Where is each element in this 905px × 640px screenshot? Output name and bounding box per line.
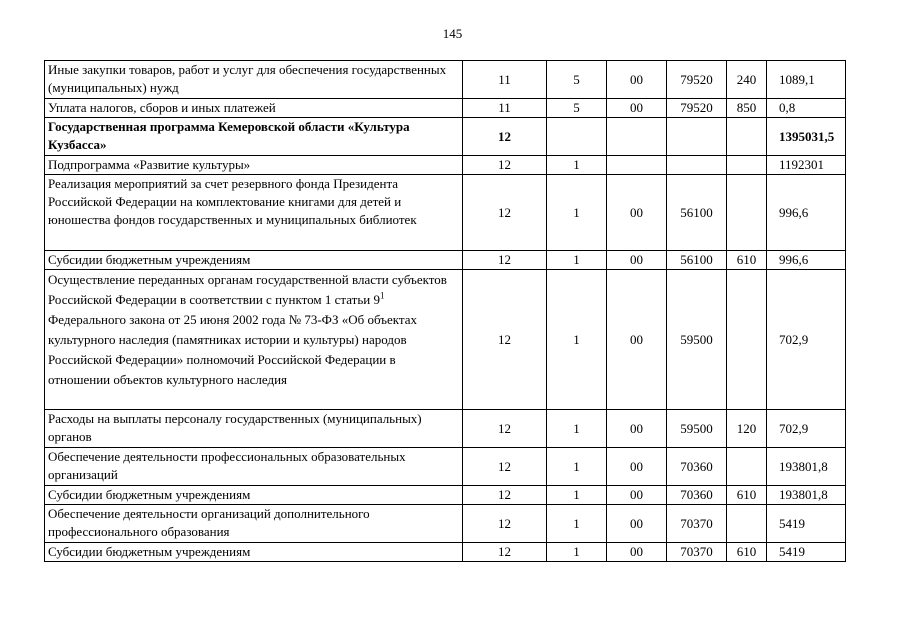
table-row — [45, 61, 846, 99]
row-podrazdel: 5 — [547, 99, 607, 118]
row-vid — [727, 118, 767, 156]
row-razdel: 11 — [463, 99, 547, 118]
row-program: 00 — [607, 448, 667, 486]
row-podrazdel: 1 — [547, 486, 607, 505]
row-vid — [727, 156, 767, 175]
table-row — [45, 251, 846, 270]
row-statya: 79520 — [667, 61, 727, 99]
row-program: 00 — [607, 410, 667, 448]
row-podrazdel: 1 — [547, 251, 607, 270]
row-razdel: 12 — [463, 251, 547, 270]
row-vid — [727, 175, 767, 251]
row-summa: 702,9 — [767, 270, 846, 410]
table-row-program — [45, 118, 846, 156]
row-statya: 70370 — [667, 543, 727, 562]
row-name: Подпрограмма «Развитие культуры» — [45, 156, 463, 175]
table-row — [45, 543, 846, 562]
page-number: 145 — [442, 26, 463, 41]
row-summa: 0,8 — [767, 99, 846, 118]
row-summa: 1089,1 — [767, 61, 846, 99]
row-summa: 1395031,5 — [767, 118, 846, 156]
row-name: Обеспечение деятельности профессиональных образовательных организаций — [45, 448, 463, 486]
row-name: Субсидии бюджетным учреждениям — [45, 486, 463, 505]
row-name: Государственная программа Кемеровской области «Культура Кузбасса» — [45, 118, 463, 156]
row-vid — [727, 505, 767, 543]
row-razdel: 12 — [463, 175, 547, 251]
row-name: Уплата налогов, сборов и иных платежей — [45, 99, 463, 118]
row-program: 00 — [607, 175, 667, 251]
row-razdel: 12 — [463, 270, 547, 410]
row-podrazdel: 5 — [547, 61, 607, 99]
row-name: Иные закупки товаров, работ и услуг для обеспечения государственных (муниципальных) нужд — [45, 61, 463, 99]
row-razdel: 12 — [463, 543, 547, 562]
row-vid: 610 — [727, 251, 767, 270]
row-name: Расходы на выплаты персоналу государственных (муниципальных) органов — [45, 410, 463, 448]
row-podrazdel: 1 — [547, 543, 607, 562]
row-summa: 1192301 — [767, 156, 846, 175]
table-row — [45, 175, 846, 251]
row-summa: 702,9 — [767, 410, 846, 448]
row-vid: 610 — [727, 486, 767, 505]
row-name: Реализация мероприятий за счет резервного фонда Президента Российской Федерации на комплектование книгами для детей и юношества фондов государственных и муниципальных библиотек — [45, 175, 463, 251]
row-vid — [727, 448, 767, 486]
row-statya: 70360 — [667, 486, 727, 505]
row-summa: 193801,8 — [767, 448, 846, 486]
row-program: 00 — [607, 251, 667, 270]
row-statya: 56100 — [667, 175, 727, 251]
row-vid: 120 — [727, 410, 767, 448]
row-podrazdel: 1 — [547, 410, 607, 448]
row-vid: 610 — [727, 543, 767, 562]
row-summa: 5419 — [767, 505, 846, 543]
row-program — [607, 118, 667, 156]
table-row — [45, 505, 846, 543]
row-name: Обеспечение деятельности организаций дополнительного профессионального образования — [45, 505, 463, 543]
row-program: 00 — [607, 61, 667, 99]
row-podrazdel: 1 — [547, 448, 607, 486]
row-program — [607, 156, 667, 175]
row-statya: 59500 — [667, 410, 727, 448]
row-razdel: 11 — [463, 61, 547, 99]
row-program: 00 — [607, 99, 667, 118]
row-razdel: 12 — [463, 448, 547, 486]
row-summa: 996,6 — [767, 251, 846, 270]
row-name: Субсидии бюджетным учреждениям — [45, 543, 463, 562]
row-statya: 56100 — [667, 251, 727, 270]
row-razdel: 12 — [463, 486, 547, 505]
row-program: 00 — [607, 505, 667, 543]
row-razdel: 12 — [463, 410, 547, 448]
row-statya: 70360 — [667, 448, 727, 486]
row-vid: 850 — [727, 99, 767, 118]
row-name-superscript: 1 — [379, 290, 385, 301]
row-podrazdel: 1 — [547, 156, 607, 175]
row-statya — [667, 156, 727, 175]
row-name-end: Федерального закона от 25 июня 2002 года № 73-ФЗ «Об объектах культурного наследия (памятниках истории и культуры) народов Российской Федерации» полномочий Российской Федерации в отношении объектов культурного наследия — [48, 312, 417, 387]
row-statya — [667, 118, 727, 156]
row-name-start: Осуществление переданных органам государственной власти субъектов Российской Федерации в соответствии с пунктом 1 статьи 9 — [48, 272, 447, 307]
row-vid: 240 — [727, 61, 767, 99]
row-program: 00 — [607, 486, 667, 505]
row-program: 00 — [607, 270, 667, 410]
table-row — [45, 486, 846, 505]
row-vid — [727, 270, 767, 410]
row-statya: 79520 — [667, 99, 727, 118]
row-podrazdel: 1 — [547, 505, 607, 543]
row-summa: 193801,8 — [767, 486, 846, 505]
row-name — [45, 270, 463, 410]
table-row — [45, 156, 846, 175]
row-summa: 5419 — [767, 543, 846, 562]
table-row — [45, 448, 846, 486]
row-podrazdel — [547, 118, 607, 156]
row-summa: 996,6 — [767, 175, 846, 251]
table-row — [45, 99, 846, 118]
row-razdel: 12 — [463, 118, 547, 156]
row-program: 00 — [607, 543, 667, 562]
table-row — [45, 270, 846, 410]
row-podrazdel: 1 — [547, 270, 607, 410]
row-statya: 70370 — [667, 505, 727, 543]
row-statya: 59500 — [667, 270, 727, 410]
row-podrazdel: 1 — [547, 175, 607, 251]
row-razdel: 12 — [463, 156, 547, 175]
budget-table — [44, 60, 846, 562]
table-row — [45, 410, 846, 448]
row-razdel: 12 — [463, 505, 547, 543]
row-name: Субсидии бюджетным учреждениям — [45, 251, 463, 270]
